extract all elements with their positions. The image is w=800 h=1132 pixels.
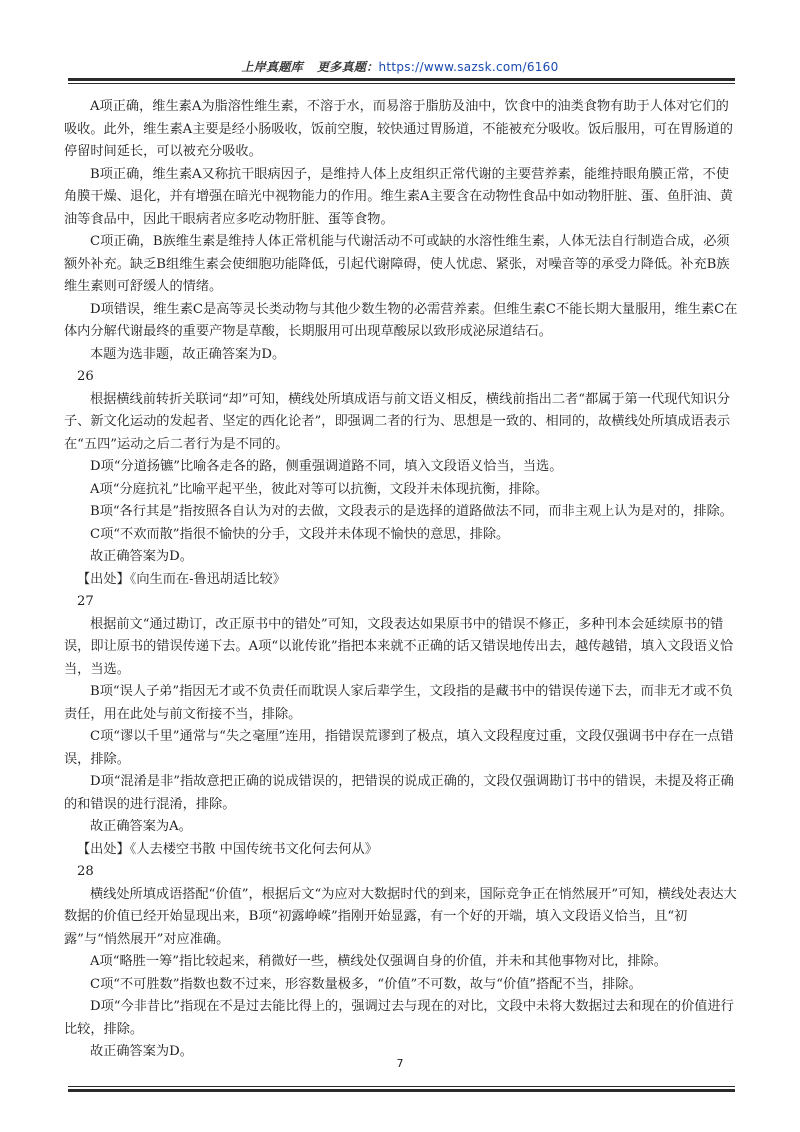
question-number: 26 [77, 369, 94, 384]
header-rule-thin [68, 83, 735, 84]
footer-rule [68, 1089, 735, 1092]
paragraph: D项“分道扬镳”比喻各走各的路，侧重强调道路不同，填入文段语义恰当，当选。 [90, 459, 563, 474]
header-rule [68, 78, 735, 81]
paragraph: 横线处所填成语搭配“价值”，根据后文“为应对大数据时代的到来，国际竞争正在悄然展开”可知，横线处表达大数据的价值已经开始显现出来，B项“初露峥嵘”指刚开始显露，有一个好的开端，填入文段语义恰当，且“初露”与“悄然展开”对应准确。 [64, 886, 737, 947]
answer-line: 故正确答案为D。 [90, 549, 193, 564]
footer-rule-thin [68, 1086, 735, 1087]
paragraph: A项正确，维生素A为脂溶性维生素，不溶于水，而易溶于脂肪及油中，饮食中的油类食物有助于人体对它们的吸收。此外，维生素A主要是经小肠吸收，饭前空腹，较快通过胃肠道，不能被充分吸收。饭后服用，可在胃肠道的停留时间延长，可以被充分吸收。 [64, 99, 733, 159]
paragraph: D项“混淆是非”指故意把正确的说成错误的，把错误的说成正确的，文段仅强调勘订书中的错误，未提及将正确的和错误的进行混淆，排除。 [64, 774, 734, 812]
paragraph: B项正确，维生素A又称抗干眼病因子，是维持人体上皮组织正常代谢的主要营养素，能维持眼角膜正常，不使角膜干燥、退化，并有增强在暗光中视物能力的作用。维生素A主要含在动物性食品中如动物肝脏、蛋、鱼肝油、黄油等食品中，因此干眼病者应多吃动物肝脏、蛋等食物。 [64, 166, 733, 227]
page-number: 7 [396, 1057, 404, 1070]
paragraph: B项“各行其是”指按照各自认为对的去做，文段表示的是选择的道路做法不同，而非主观上认为是对的，排除。 [90, 504, 733, 519]
paragraph: C项“谬以千里”通常与“失之毫厘”连用，指错误荒谬到了极点，填入文段程度过重，文段仅强调书中存在一点错误，排除。 [64, 729, 734, 767]
paragraph: C项“不欢而散”指很不愉快的分手，文段并未体现不愉快的意思，排除。 [90, 526, 510, 542]
paragraph: C项“不可胜数”指数也数不过来，形容数量极多，“价值”不可数，故与“价值”搭配不当，排除。 [90, 976, 642, 992]
paragraph: A项“略胜一筹”指比较起来，稍微好一些，横线处仅强调自身的价值，并未和其他事物对比，排除。 [90, 954, 667, 969]
answer-line: 本题为选非题，故正确答案为D。 [90, 346, 286, 362]
document-body [64, 96, 740, 1064]
paragraph: B项“误人子弟”指因无才或不负责任而耽误人家后辈学生，文段指的是藏书中的错误传递下去，而非无才或不负责任，用在此处与前文衔接不当，排除。 [64, 684, 733, 722]
paragraph: 根据横线前转折关联词“却”可知，横线处所填成语与前文语义相反，横线前指出二者“都属于第一代现代知识分子、新文化运动的发起者、坚定的西化论者”，即强调二者的行为、思想是一致的、相同的，故横线处所填成语表示在“五四”运动之后二者行为是不同的。 [64, 391, 731, 452]
answer-line: 故正确答案为A。 [90, 819, 192, 834]
paragraph: C项正确，B族维生素是维持人体正常机能与代谢活动不可或缺的水溶性维生素，人体无法自行制造合成，必须额外补充。缺乏B组维生素会使细胞功能降低，引起代谢障碍，使人忧虑、紧张，对噪音等的承受力降低。补充B族维生素则可舒缓人的情绪。 [64, 234, 730, 294]
more-label: 更多真题： [316, 60, 379, 74]
page-header [0, 58, 800, 75]
answer-line: 故正确答案为D。 [90, 1044, 193, 1059]
question-number: 28 [77, 864, 94, 879]
site-name: 上岸真题库 [241, 60, 303, 74]
source-line: 【出处】《向生而在-鲁迅胡适比较》 [77, 571, 286, 587]
header-url-link[interactable]: https://www.sazsk.com/6160 [378, 60, 559, 74]
paragraph: D项“今非昔比”指现在不是过去能比得上的，强调过去与现在的对比，文段中未将大数据过去和现在的价值进行比较，排除。 [64, 999, 734, 1037]
question-number: 27 [77, 594, 94, 609]
paragraph: A项“分庭抗礼”比喻平起平坐，彼此对等可以抗衡，文段并未体现抗衡，排除。 [90, 481, 549, 497]
paragraph: 根据前文“通过勘订，改正原书中的错处”可知，文段表达如果原书中的错误不修正，多种刊本会延续原书的错误，即让原书的错误传递下去。A项“以讹传讹”指把本来就不正确的话又错误地传出去，越传越错，填入文段语义恰当，当选。 [64, 616, 734, 677]
source-line: 【出处】《人去楼空书散 中国传统书文化何去何从》 [77, 841, 378, 857]
paragraph: D项错误，维生素C是高等灵长类动物与其他少数生物的必需营养素。但维生素C不能长期大量服用，维生素C在体内分解代谢最终的重要产物是草酸，长期服用可出现草酸尿以致形成泌尿道结石。 [64, 301, 738, 339]
